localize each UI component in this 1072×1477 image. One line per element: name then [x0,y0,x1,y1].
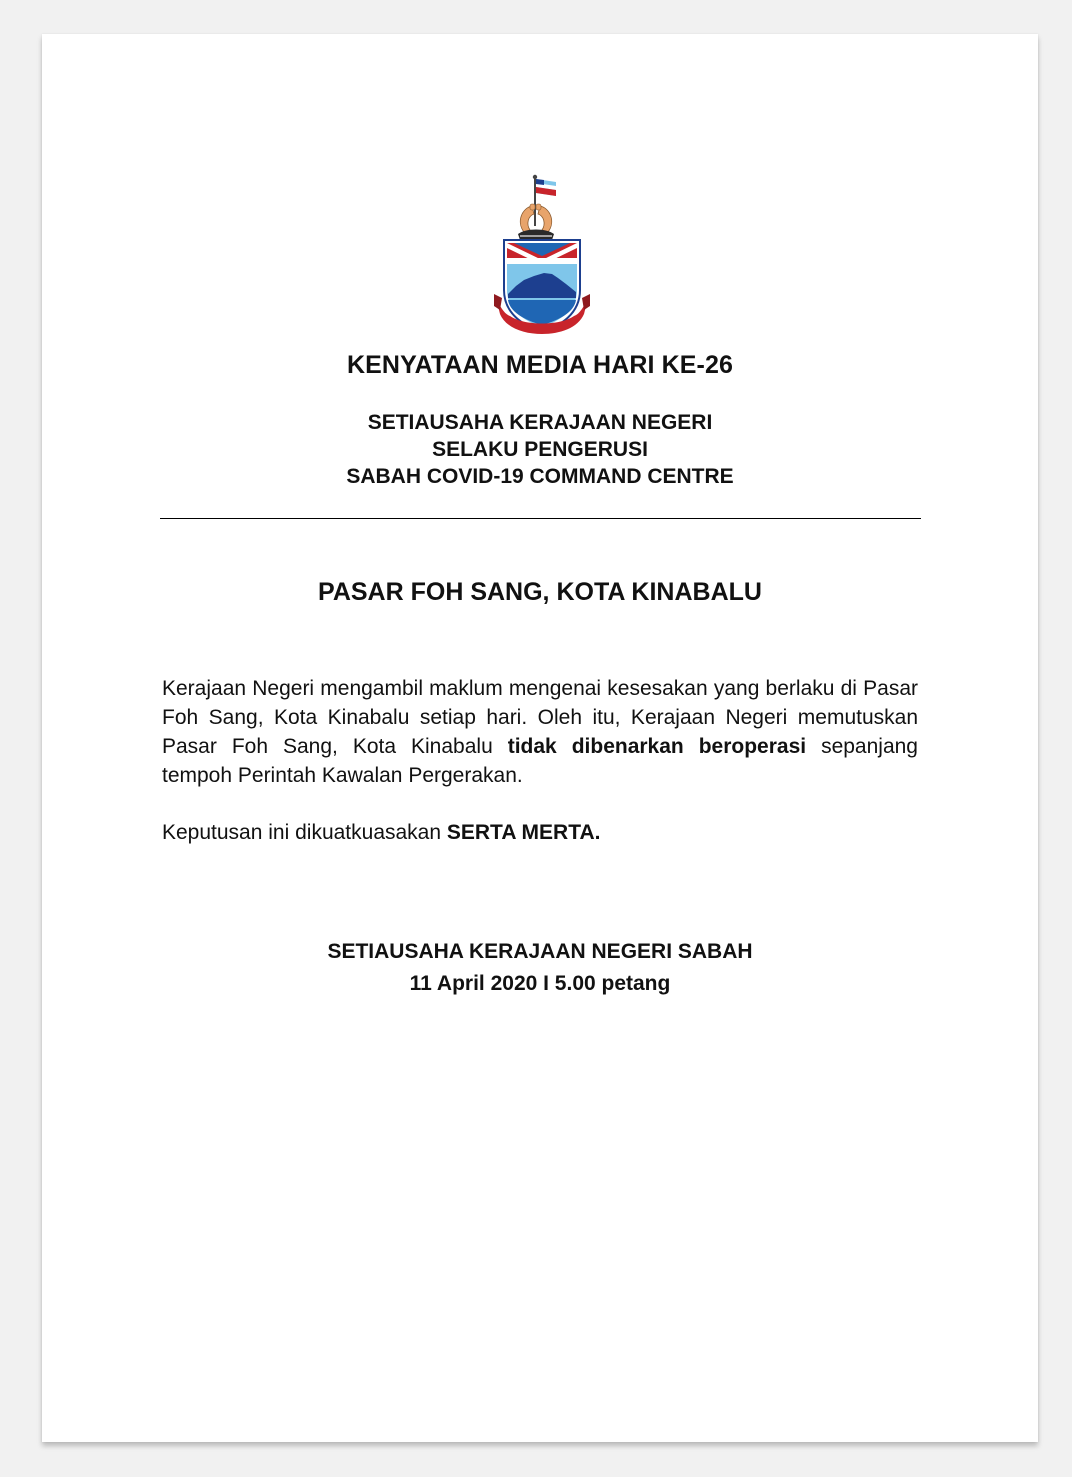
decision-paragraph [162,818,918,847]
issuer-heading [42,409,1038,490]
paragraph2-text: Keputusan ini dikuatkuasakan [162,821,447,844]
issuer-line-3: SABAH COVID-19 COMMAND CENTRE [346,465,734,488]
announcement-paragraph [162,674,918,790]
paragraph2-bold: SERTA MERTA. [446,821,601,844]
sabah-state-crest-icon [494,174,590,336]
header-divider [160,518,921,519]
document-page [42,34,1038,1442]
topic-heading: PASAR FOH SANG, KOTA KINABALU [318,578,762,606]
signature-title: SETIAUSAHA KERAJAAN NEGERI SABAH [327,940,753,963]
paragraph1-text-b: sepanjang tempoh Perintah Kawalan Pergerakan. [162,735,918,787]
paragraph1-bold: tidak dibenarkan beroperasi [507,735,807,758]
signature-date: 11 April 2020 I 5.00 petang [409,972,671,995]
signature-block [42,936,1038,1000]
issuer-line-2: SELAKU PENGERUSI [432,438,648,461]
paragraph1-text-a: Kerajaan Negeri mengambil maklum mengenai kesesakan yang berlaku di Pasar Foh Sang, Kota Kinabalu setiap hari. Oleh itu, Kerajaan Negeri memutuskan Pasar Foh Sang, Kota Kinabalu [162,677,918,758]
page-title: KENYATAAN MEDIA HARI KE-26 [347,351,733,379]
issuer-line-1: SETIAUSAHA KERAJAAN NEGERI [367,411,713,434]
